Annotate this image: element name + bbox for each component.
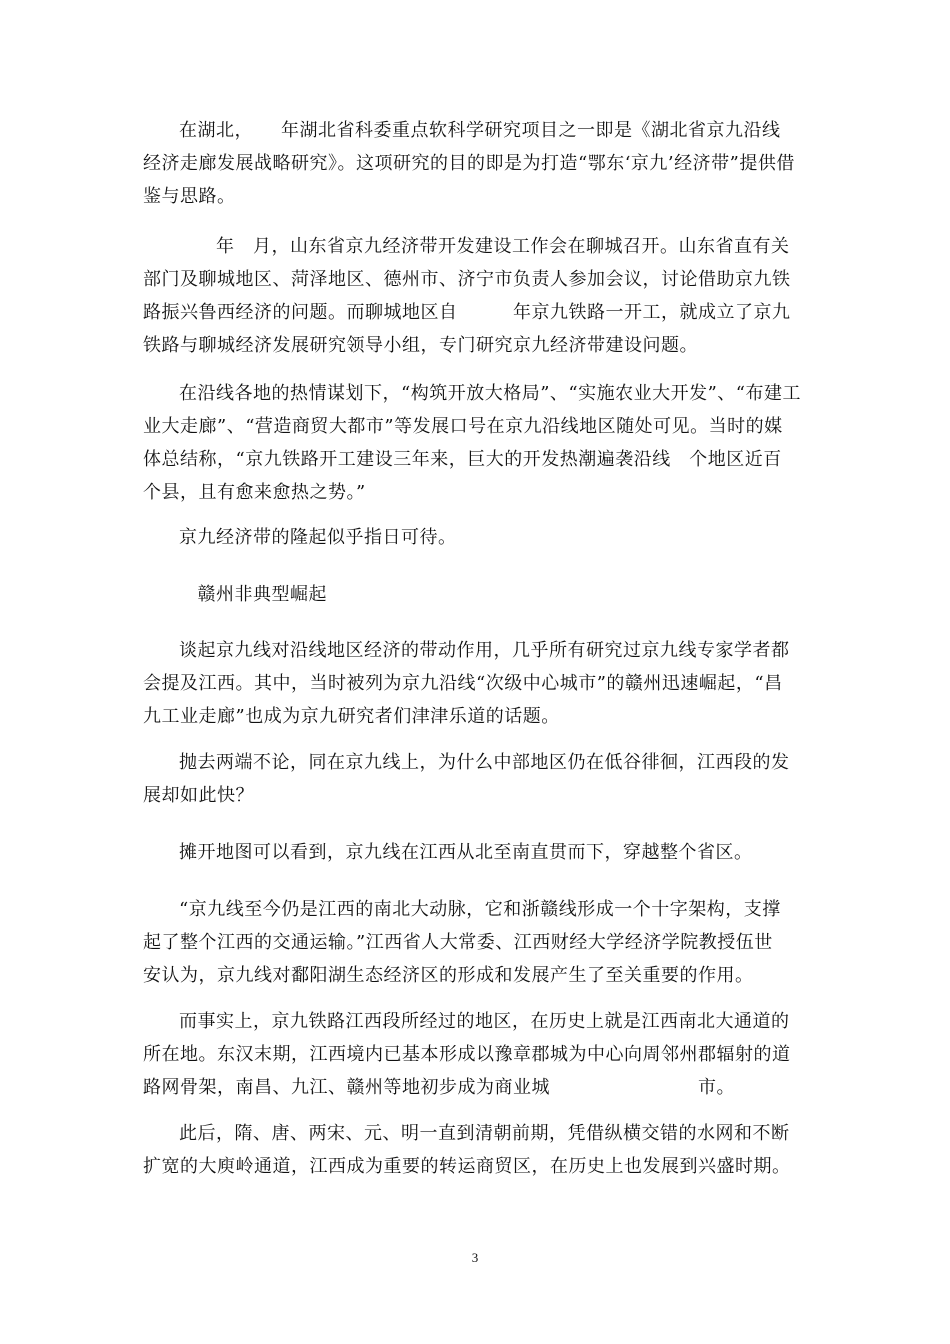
paragraph-slogans <box>143 377 813 509</box>
paragraph-history <box>143 1005 813 1104</box>
text-line: 赣州非典型崛起 <box>179 584 327 605</box>
text-line: 安认为，京九线对鄱阳湖生态经济区的形成和发展产生了至关重要的作用。 <box>143 965 754 986</box>
section-heading <box>143 578 813 611</box>
paragraph-jiangxi <box>143 634 813 733</box>
paragraph-shandong <box>143 230 813 362</box>
text-line: 路网骨架，南昌、九江、赣州等地初步成为商业城 市。 <box>143 1077 735 1098</box>
paragraph-hubei <box>143 114 813 213</box>
text-line: 京九经济带的隆起似乎指日可待。 <box>179 527 457 548</box>
text-line: 会提及江西。其中，当时被列为京九沿线“次级中心城市”的赣州迅速崛起，“昌 <box>143 673 783 694</box>
text-line: 在湖北， 年湖北省科委重点软科学研究项目之一即是《湖北省京九沿线 <box>179 120 781 141</box>
text-line: 部门及聊城地区、菏泽地区、德州市、济宁市负责人参加会议，讨论借助京九铁 <box>143 269 791 290</box>
text-line: 个县，且有愈来愈热之势。” <box>143 482 366 503</box>
text-line: 鉴与思路。 <box>143 186 236 207</box>
paragraph-dynasties <box>143 1117 813 1183</box>
paragraph-question <box>143 746 813 812</box>
text-line: 谈起京九线对沿线地区经济的带动作用，几乎所有研究过京九线专家学者都 <box>179 640 790 661</box>
text-line: “京九线至今仍是江西的南北大动脉，它和浙赣线形成一个十字架构，支撑 <box>179 899 781 920</box>
text-line: 而事实上，京九铁路江西段所经过的地区，在历史上就是江西南北大通道的 <box>179 1011 790 1032</box>
text-line: 九工业走廊”也成为京九研究者们津津乐道的话题。 <box>143 706 560 727</box>
paragraph-rise <box>143 521 813 554</box>
text-line: 体总结称，“京九铁路开工建设三年来，巨大的开发热潮遍袭沿线 个地区近百 <box>143 449 782 470</box>
text-line: 展却如此快？ <box>143 785 254 806</box>
text-line: 摊开地图可以看到，京九线在江西从北至南直贯而下，穿越整个省区。 <box>179 842 753 863</box>
text-line: 所在地。东汉末期，江西境内已基本形成以豫章郡城为中心向周邻州郡辐射的道 <box>143 1044 791 1065</box>
text-line: 抛去两端不论，同在京九线上，为什么中部地区仍在低谷徘徊，江西段的发 <box>179 752 790 773</box>
text-line: 铁路与聊城经济发展研究领导小组，专门研究京九经济带建设问题。 <box>143 335 698 356</box>
paragraph-quote <box>143 893 813 992</box>
text-line: 年 月，山东省京九经济带开发建设工作会在聊城召开。山东省直有关 <box>179 236 790 257</box>
text-line: 业大走廊”、“营造商贸大都市”等发展口号在京九沿线地区随处可见。当时的媒 <box>143 416 783 437</box>
text-line: 起了整个江西的交通运输。”江西省人大常委、江西财经大学经济学院教授伍世 <box>143 932 773 953</box>
text-line: 经济走廊发展战略研究》。这项研究的目的即是为打造“鄂东‘京九’经济带”提供借 <box>143 153 795 174</box>
text-line: 在沿线各地的热情谋划下，“构筑开放大格局”、“实施农业大开发”、“布建工 <box>179 383 802 404</box>
text-line: 路振兴鲁西经济的问题。而聊城地区自 年京九铁路一开工，就成立了京九 <box>143 302 791 323</box>
page-number: 3 <box>471 1250 479 1265</box>
text-line: 扩宽的大庾岭通道，江西成为重要的转运商贸区，在历史上也发展到兴盛时期。 <box>143 1156 791 1177</box>
text-line: 此后，隋、唐、两宋、元、明一直到清朝前期，凭借纵横交错的水网和不断 <box>179 1123 790 1144</box>
paragraph-map <box>143 836 813 869</box>
